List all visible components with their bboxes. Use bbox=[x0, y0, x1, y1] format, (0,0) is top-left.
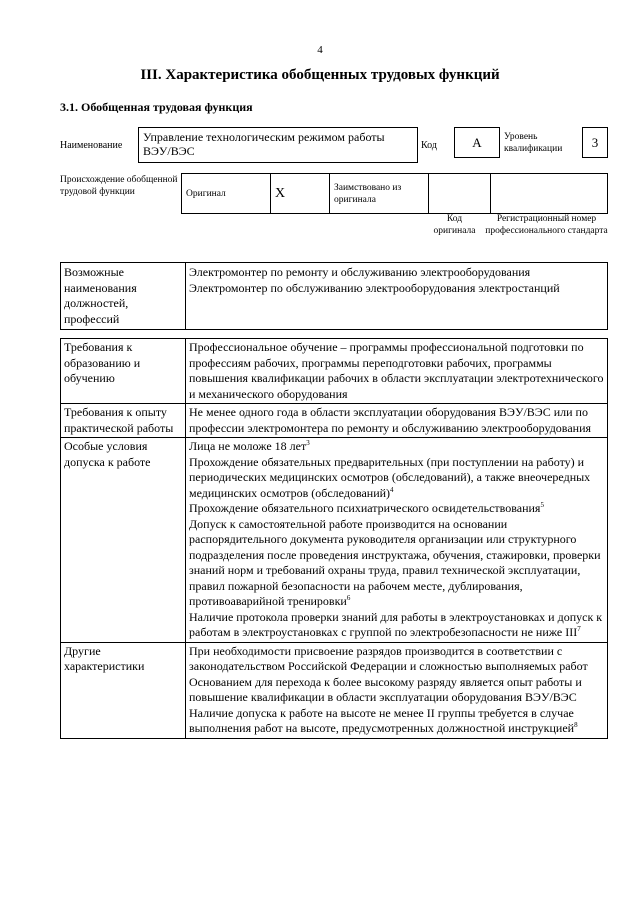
other-text bbox=[186, 642, 608, 738]
footnote-ref: 7 bbox=[577, 625, 581, 633]
code-label: Код bbox=[421, 140, 437, 151]
subsection-title: 3.1. Обобщенная трудовая функция bbox=[60, 100, 253, 114]
admission-text bbox=[186, 438, 608, 643]
experience-row bbox=[61, 404, 608, 438]
level-label-line1: Уровень bbox=[504, 132, 538, 142]
admission-item: Лица не моложе 18 лет bbox=[189, 439, 307, 453]
name-field: Управление технологическим режимом работы ВЭУ/ВЭС bbox=[138, 127, 418, 163]
experience-label: Требования к опыту практической работы bbox=[61, 404, 186, 438]
original-mark: X bbox=[271, 174, 330, 214]
position-item: Электромонтер по обслуживанию электрооборудования электростанций bbox=[189, 280, 560, 295]
level-label-line2: квалификации bbox=[504, 144, 563, 154]
borrowed-label: Заимствовано из оригинала bbox=[330, 174, 429, 214]
admission-label: Особые условия допуска к работе bbox=[61, 438, 186, 643]
experience-text: Не менее одного года в области эксплуатации оборудования ВЭУ/ВЭС или по профессии электромонтера по ремонту и обслуживанию электрооборудования bbox=[186, 404, 608, 438]
origin-label: Происхождение обобщенной трудовой функции bbox=[60, 175, 178, 197]
position-item: Электромонтер по ремонту и обслуживанию электрооборудования bbox=[189, 265, 531, 279]
name-label: Наименование bbox=[60, 140, 123, 151]
positions-values bbox=[186, 263, 608, 330]
admission-row bbox=[61, 438, 608, 643]
admission-item: Допуск к самостоятельной работе производится на основании распорядительного документа руководителя организации или структурного подразделения после проведения инструктажа, обучения, стажировки, проверки знаний норм и требований охраны труда, правил технической эксплуатации, правил пожарной безопасности на рабочем месте, дублирования, противоаварийной тренировки bbox=[189, 516, 601, 608]
original-label-cell: Оригинал bbox=[182, 174, 271, 214]
origin-code-caption: Код оригинала bbox=[433, 214, 476, 236]
footnote-ref: 3 bbox=[306, 439, 310, 447]
requirements-table bbox=[60, 338, 608, 739]
level-field: 3 bbox=[582, 127, 608, 158]
admission-item: Прохождение обязательных предварительных (при поступлении на работу) и периодических медицинских осмотров (обследований), а также внеочередных медицинских осмотров (обследований) bbox=[189, 454, 591, 500]
page-number: 4 bbox=[317, 44, 323, 56]
positions-table bbox=[60, 262, 608, 330]
origin-code-cell bbox=[429, 174, 491, 214]
origin-reg-cell bbox=[491, 174, 608, 214]
footnote-ref: 4 bbox=[390, 485, 394, 494]
education-row bbox=[61, 339, 608, 404]
level-label bbox=[504, 131, 562, 155]
origin-table bbox=[181, 173, 608, 214]
education-label: Требования к образованию и обучению bbox=[61, 339, 186, 404]
education-text: Профессиональное обучение – программы профессиональной подготовки по профессиям рабочих, программы переподготовки рабочих, программы повышения квалификации рабочих в области эксплуатации электротехнического и механического оборудования bbox=[186, 339, 608, 404]
section-title: III. Характеристика обобщенных трудовых функций bbox=[140, 67, 500, 83]
footnote-ref: 5 bbox=[540, 501, 544, 509]
other-item: Наличие допуска к работе на высоте не менее II группы требуется в случае выполнения работ на высоте, предусмотренных должностной инструкцией bbox=[189, 705, 575, 735]
other-item: Основанием для перехода к более высокому разряду является опыт работы и повышение квалификации в области эксплуатации оборудования ВЭУ/ВЭС bbox=[189, 674, 582, 704]
other-item: При необходимости присвоение разрядов производится в соответствии с законодательством Российской Федерации и сложностью выполняемых работ bbox=[189, 643, 588, 673]
other-row bbox=[61, 642, 608, 738]
positions-label: Возможные наименования должностей, профессий bbox=[61, 263, 186, 330]
other-label: Другие характеристики bbox=[61, 642, 186, 738]
footnote-ref: 6 bbox=[346, 594, 351, 602]
code-field: А bbox=[454, 127, 500, 158]
footnote-ref: 8 bbox=[574, 721, 578, 729]
admission-item: Наличие протокола проверки знаний для работы в электроустановках и допуск к работам в электроустановках с группой по электробезопасности не ниже III bbox=[189, 609, 603, 639]
origin-reg-caption: Регистрационный номер профессионального стандарта bbox=[485, 214, 608, 236]
admission-item: Прохождение обязательного психиатрического освидетельствования bbox=[189, 501, 541, 515]
